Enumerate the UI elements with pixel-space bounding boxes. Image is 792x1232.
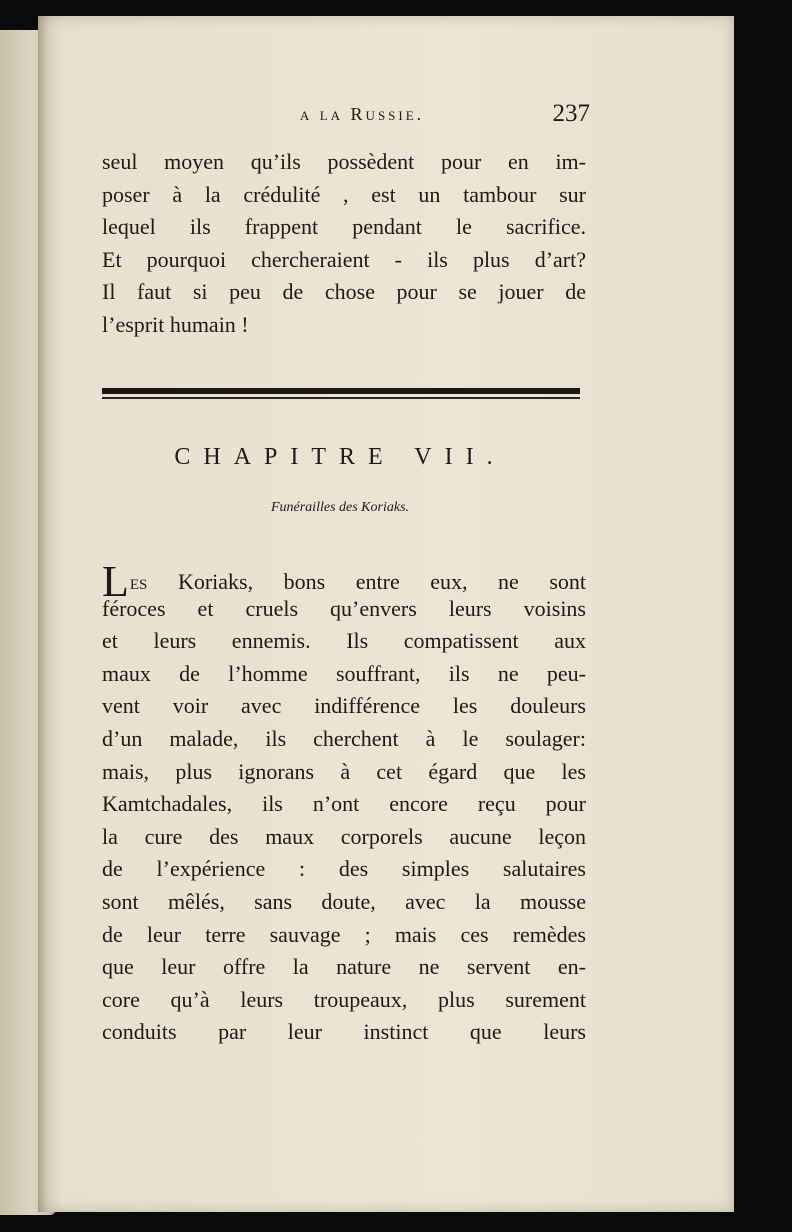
text-line: et leurs ennemis. Ils compatissent aux	[102, 628, 586, 654]
text-line: vent voir avec indifférence les douleurs	[102, 693, 586, 719]
text-line: conduits par leur instinct que leurs	[102, 1019, 586, 1045]
text-line: d’un malade, ils cherchent à le soulager:	[102, 725, 586, 751]
chapter-subtitle: Funérailles des Koriaks.	[270, 500, 410, 515]
text-line: core qu’à leurs troupeaux, plus surement	[102, 986, 586, 1012]
text-line: maux de l’homme souffrant, ils ne peu-	[102, 660, 586, 686]
text-line: Kamtchadales, ils n’ont encore reçu pour	[102, 791, 586, 817]
top-paragraph	[102, 146, 586, 342]
drop-cap: L	[102, 557, 129, 606]
first-line-text: Koriaks, bons entre eux, ne sont	[177, 569, 587, 594]
text-line: féroces et cruels qu’envers leurs voisins	[102, 595, 586, 621]
body-paragraph	[102, 557, 587, 1049]
text-line: la cure des maux corporels aucune leçon	[102, 823, 586, 849]
text-line: lequel ils frappent pendant le sacrifice.	[102, 214, 586, 240]
text-line: Et pourquoi chercheraient - ils plus d’art?	[102, 246, 586, 272]
text-line: de leur terre sauvage ; mais ces remèdes	[102, 921, 586, 947]
section-rule-thin	[102, 397, 580, 399]
text-line: que leur offre la nature ne servent en-	[102, 954, 586, 980]
text-line: sont mêlés, sans doute, avec la mousse	[102, 888, 586, 914]
text-line-first	[102, 557, 587, 606]
text-line: Il faut si peu de chose pour se jouer de	[102, 279, 586, 305]
running-head: a la Russie.	[299, 104, 425, 124]
text-line: l’esprit humain !	[102, 311, 249, 337]
text-line: poser à la crédulité , est un tambour sur	[102, 181, 586, 207]
chapter-heading: CHAPITRE VII.	[174, 444, 506, 470]
page-number: 237	[552, 100, 590, 127]
text-line: mais, plus ignorans à cet égard que les	[102, 758, 586, 784]
text-line: seul moyen qu’ils possèdent pour en im-	[102, 149, 586, 174]
text-line: de l’expérience : des simples salutaires	[102, 856, 586, 882]
lead-small-caps: es	[129, 569, 148, 594]
section-rule-thick	[102, 388, 580, 394]
